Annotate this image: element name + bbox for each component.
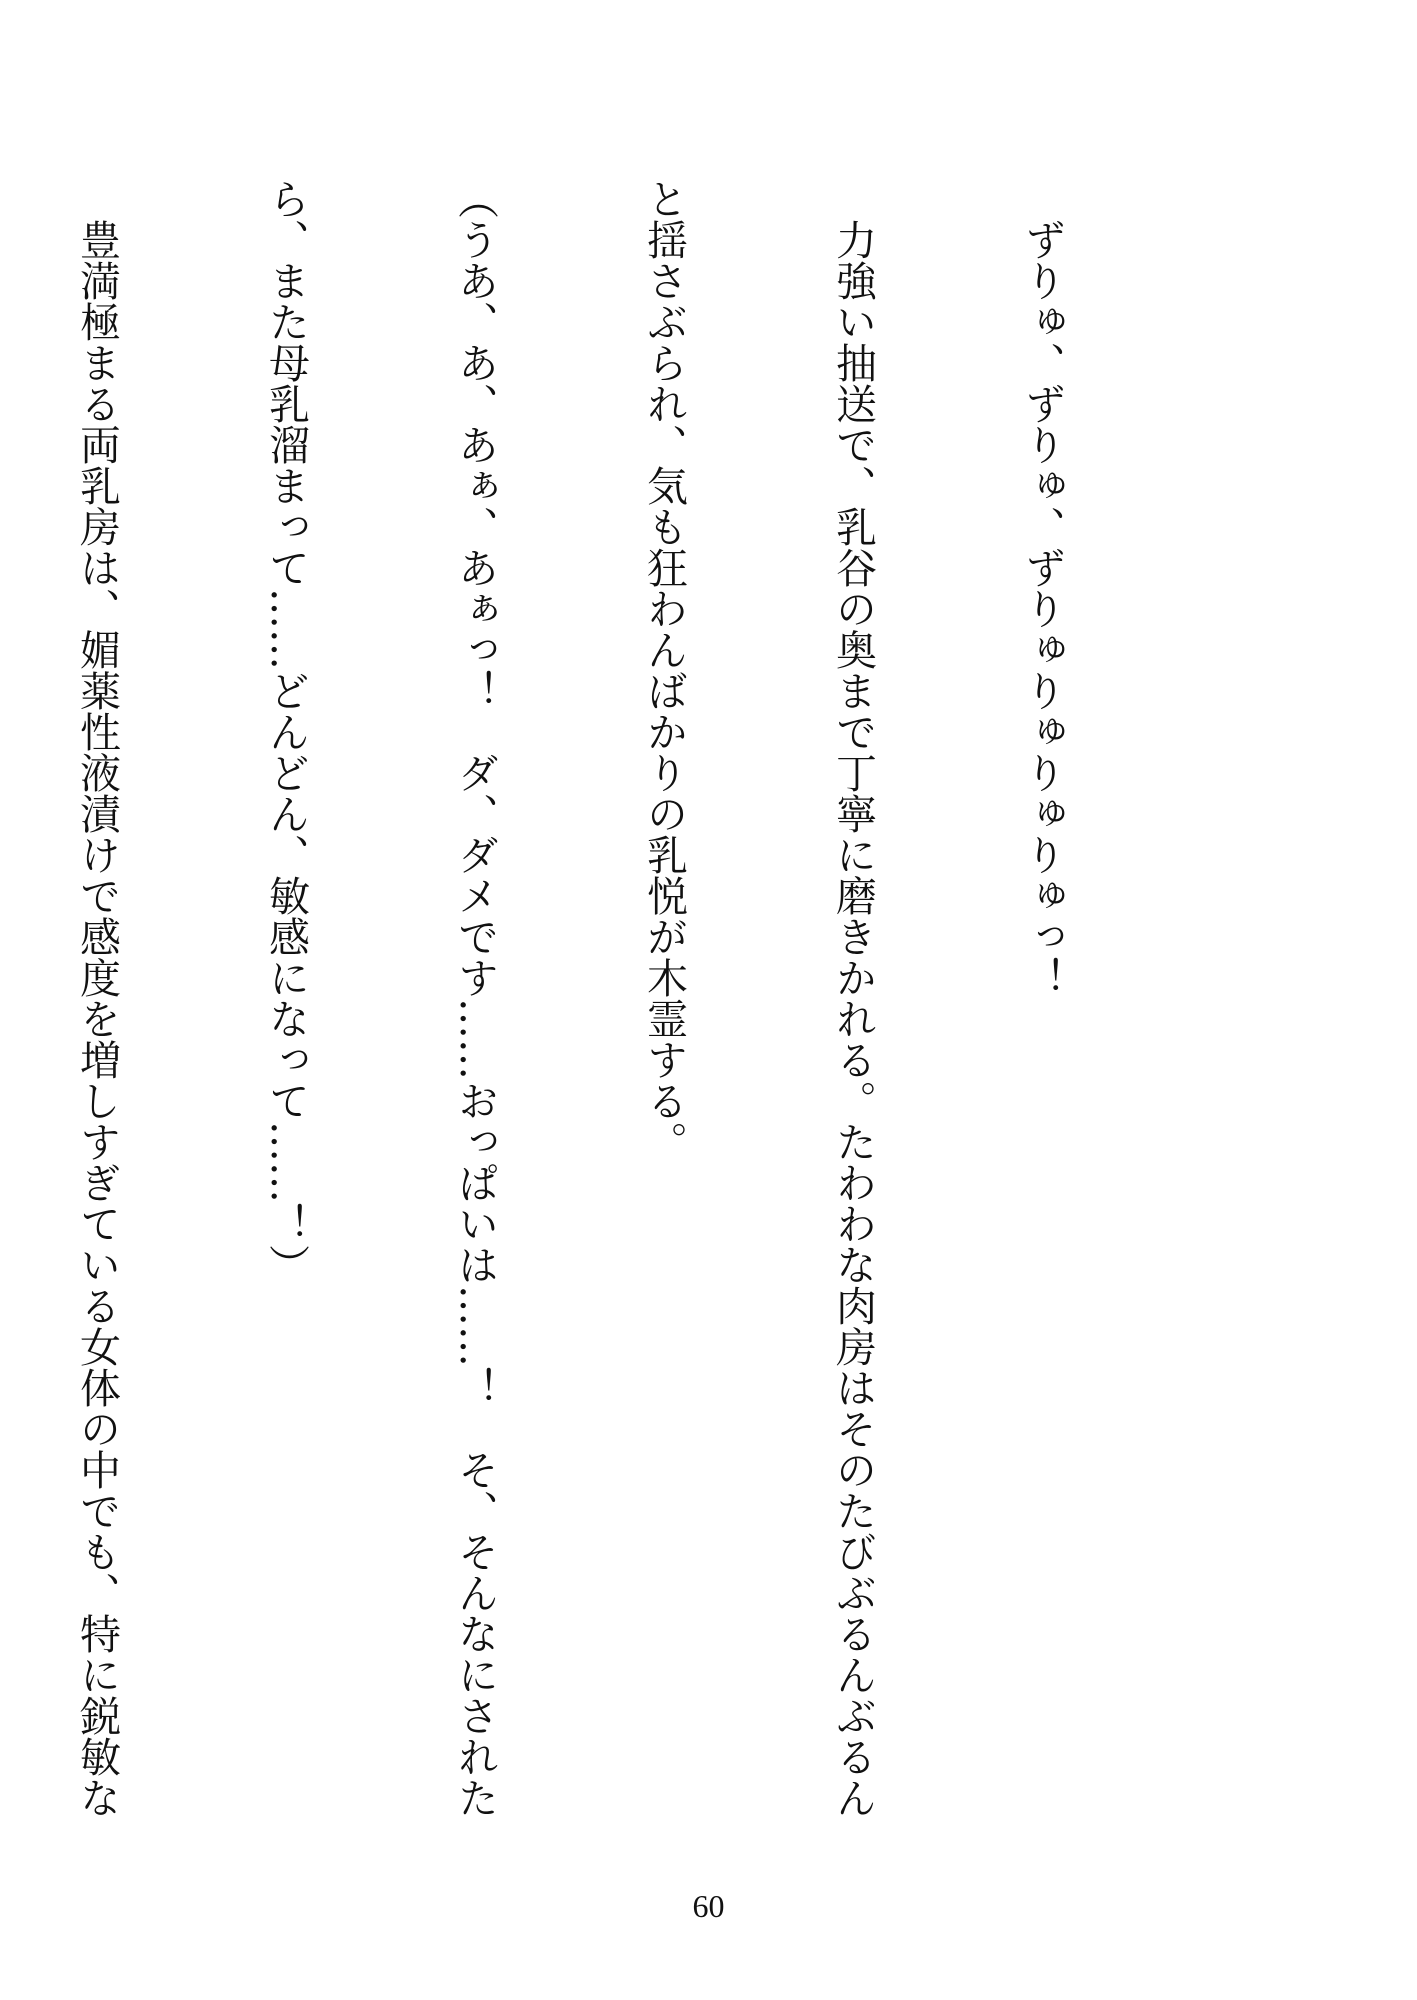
text-line: ずりゅ、ずりゅ、ずりゅりゅりゅりゅっ！ — [1018, 178, 1066, 998]
text-line: と揺さぶられ、気も狂わんばかりの乳悦が木霊する。 — [640, 178, 688, 1162]
vertical-text-body — [0, 178, 1199, 1850]
text-line: （うあ、あ、あぁ、あぁっ！ ダ、ダメです……おっぱいは……！ そ、そんなにされた — [451, 178, 499, 1818]
text-line: 力強い抽送で、乳谷の奥まで丁寧に磨きかれる。たわわな肉房はそのたびぶるんぶるん — [829, 178, 877, 1818]
page-number: 60 — [692, 1888, 725, 1924]
text-line: 豊満極まる両乳房は、媚薬性液漬けで感度を増しすぎている女体の中でも、特に鋭敏な — [73, 178, 121, 1818]
text-line: ら、また母乳溜まって……どんどん、敏感になって……！） — [262, 178, 310, 1285]
